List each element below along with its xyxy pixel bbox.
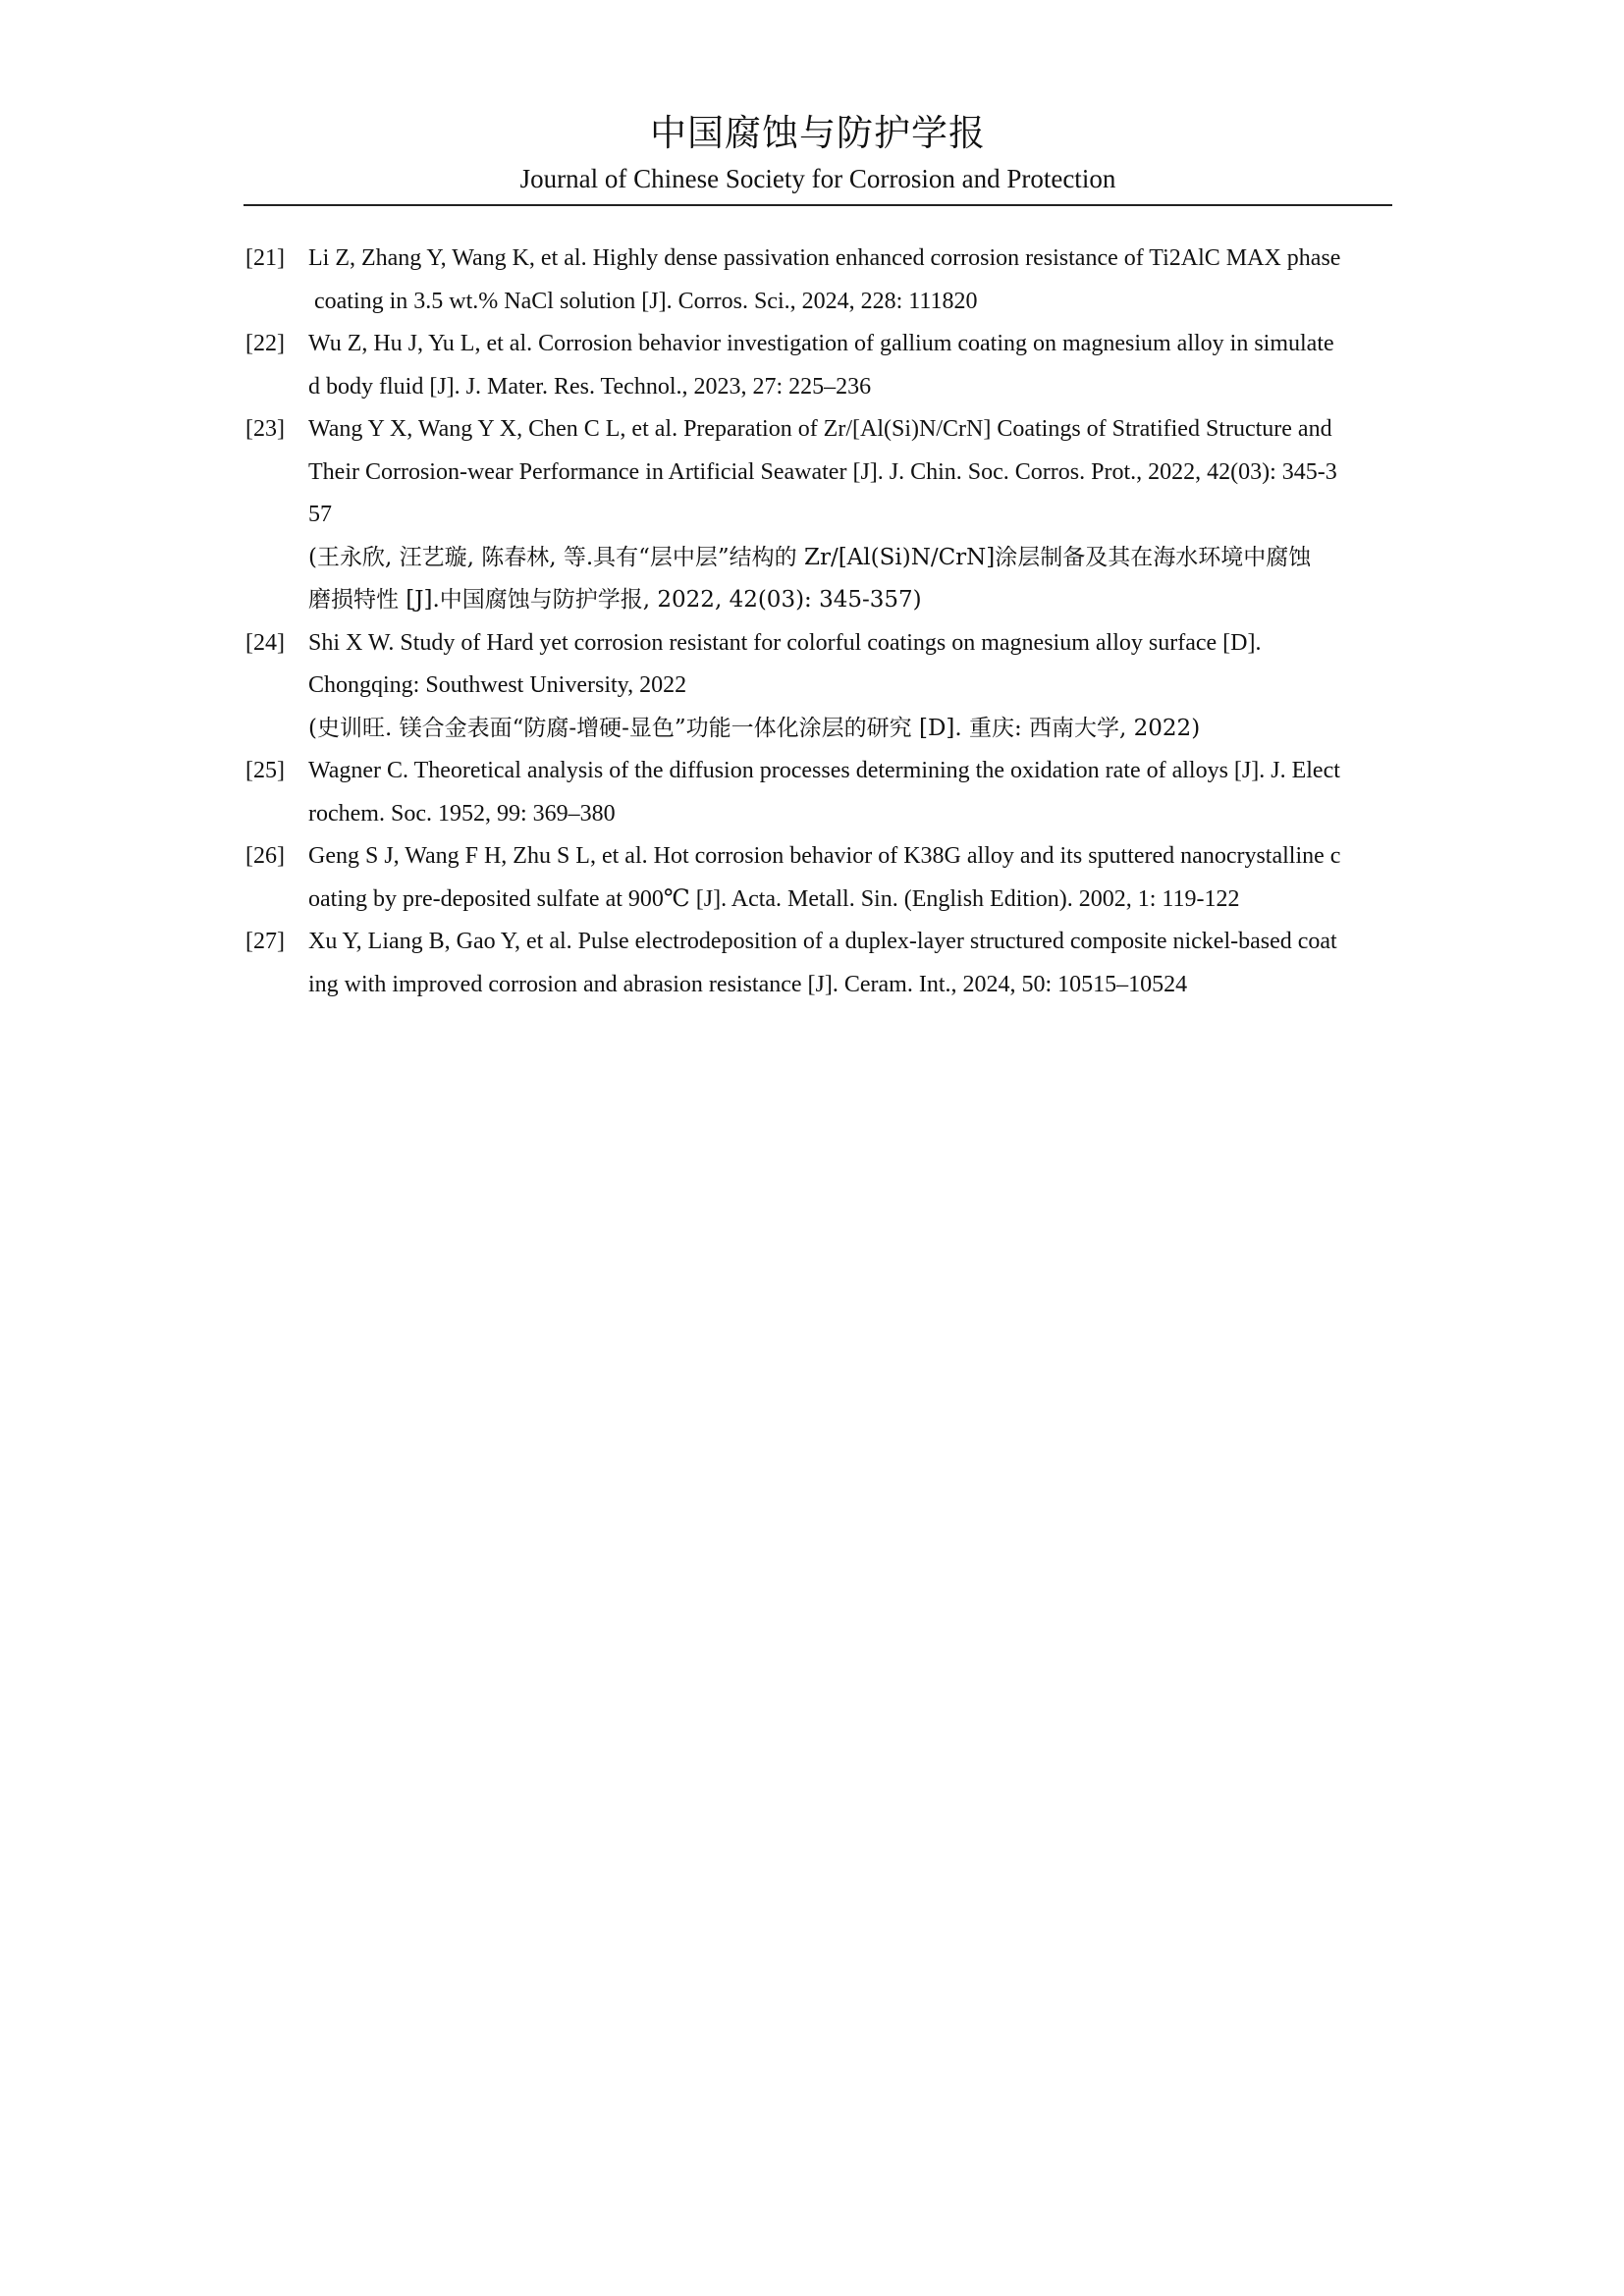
reference-item: [245, 408, 1390, 622]
reference-list: [245, 238, 1390, 1006]
reference-number: [26]: [245, 843, 285, 869]
reference-item: [245, 750, 1390, 835]
reference-text: [308, 323, 1390, 408]
reference-text: [308, 408, 1390, 622]
reference-number: [24]: [245, 629, 285, 656]
reference-text: [308, 750, 1390, 835]
reference-line: Chongqing: Southwest University, 2022: [308, 672, 687, 698]
reference-line: Wagner C. Theoretical analysis of the diffusion processes determining the oxidation rate of alloys [J]. J. Elect: [308, 758, 1340, 783]
reference-item: [245, 622, 1390, 751]
reference-text: [308, 238, 1390, 323]
reference-line: 57: [308, 502, 332, 527]
reference-line: oating by pre-deposited sulfate at 900℃ [J]. Acta. Metall. Sin. (English Edition). 2002, 1: 119-122: [308, 885, 1240, 912]
reference-item: [245, 238, 1390, 323]
reference-line: Their Corrosion-wear Performance in Artificial Seawater [J]. J. Chin. Soc. Corros. Prot., 2022, 42(03): 345-3: [308, 458, 1337, 485]
reference-line: rochem. Soc. 1952, 99: 369–380: [308, 800, 616, 827]
reference-text: [308, 921, 1390, 1006]
reference-line: Shi X W. Study of Hard yet corrosion resistant for colorful coatings on magnesium alloy surface [D].: [308, 629, 1262, 656]
reference-line: Geng S J, Wang F H, Zhu S L, et al. Hot corrosion behavior of K38G alloy and its sputtered nanocrystalline c: [308, 843, 1341, 869]
reference-line: Wang Y X, Wang Y X, Chen C L, et al. Preparation of Zr/[Al(Si)N/CrN] Coatings of Stratified Structure and: [308, 416, 1332, 442]
reference-text: [308, 835, 1390, 921]
reference-line: coating in 3.5 wt.% NaCl solution [J]. Corros. Sci., 2024, 228: 111820: [314, 288, 978, 314]
reference-number: [25]: [245, 758, 285, 783]
reference-number: [27]: [245, 929, 285, 954]
journal-title-chinese: 中国腐蚀与防护学报: [650, 112, 986, 154]
header-divider: [244, 204, 1392, 206]
reference-line: d body fluid [J]. J. Mater. Res. Technol., 2023, 27: 225–236: [308, 373, 872, 400]
reference-item: [245, 921, 1390, 1006]
reference-line: (王永欣, 汪艺璇, 陈春林, 等.具有“层中层”结构的 Zr/[Al(Si)N/CrN]涂层制备及其在海水环境中腐蚀: [308, 544, 1312, 570]
reference-number: [22]: [245, 331, 285, 356]
reference-number: [23]: [245, 416, 285, 442]
reference-item: [245, 835, 1390, 921]
reference-line: Wu Z, Hu J, Yu L, et al. Corrosion behavior investigation of gallium coating on magnesium alloy in simulate: [308, 331, 1334, 356]
reference-text: [308, 622, 1390, 751]
reference-line: Li Z, Zhang Y, Wang K, et al. Highly dense passivation enhanced corrosion resistance of Ti2AlC MAX phase: [308, 245, 1341, 271]
reference-line: ing with improved corrosion and abrasion resistance [J]. Ceram. Int., 2024, 50: 10515–10524: [308, 971, 1188, 997]
reference-line: 磨损特性 [J].中国腐蚀与防护学报, 2022, 42(03): 345-357): [308, 587, 922, 613]
page-header: [244, 110, 1392, 196]
reference-item: [245, 323, 1390, 408]
journal-title-english: Journal of Chinese Society for Corrosion and Protection: [519, 164, 1116, 193]
reference-number: [21]: [245, 245, 285, 271]
reference-line: (史训旺. 镁合金表面“防腐-增硬-显色”功能一体化涂层的研究 [D]. 重庆: 西南大学, 2022): [308, 715, 1201, 741]
reference-line: Xu Y, Liang B, Gao Y, et al. Pulse electrodeposition of a duplex-layer structured composite nickel-based coat: [308, 929, 1337, 954]
